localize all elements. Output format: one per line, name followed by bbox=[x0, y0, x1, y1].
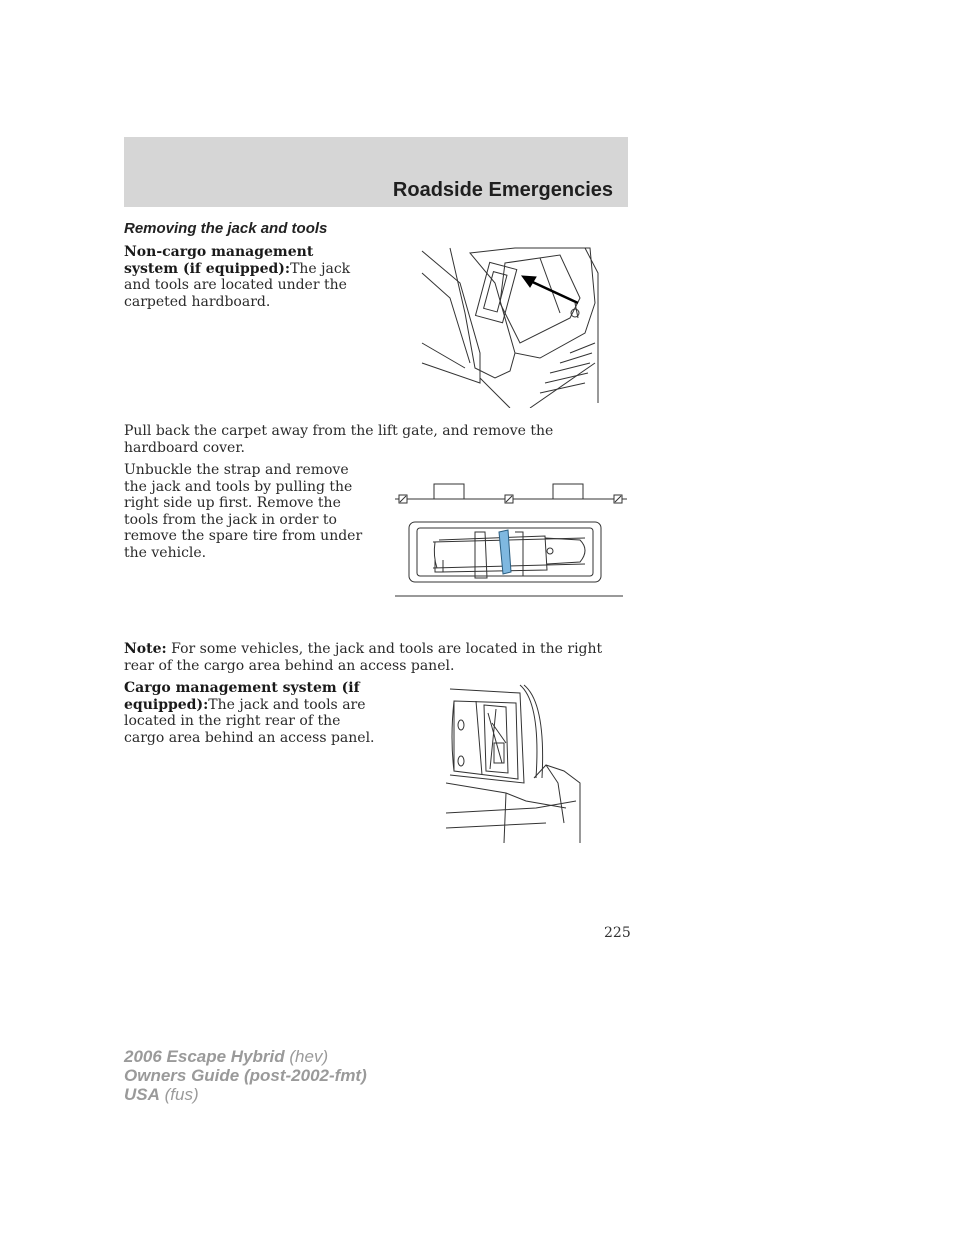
footer-market-code: (fus) bbox=[159, 1085, 199, 1104]
note-paragraph bbox=[124, 641, 624, 674]
footer-market: USA bbox=[124, 1085, 160, 1104]
page-number: 225 bbox=[604, 925, 631, 941]
paragraph-cargo-management bbox=[124, 680, 380, 746]
section-header-band bbox=[124, 137, 628, 207]
section-title: Roadside Emergencies bbox=[392, 179, 613, 201]
footer-line-2 bbox=[124, 1066, 367, 1085]
footer-doc-info bbox=[124, 1047, 367, 1104]
footer-model-code: (hev) bbox=[284, 1047, 329, 1066]
paragraph-non-cargo bbox=[124, 244, 364, 310]
footer-line-1 bbox=[124, 1047, 367, 1066]
footer-line-3 bbox=[124, 1085, 367, 1104]
figure-jack-strap bbox=[395, 480, 627, 600]
paragraph-cargo-management-text: The jack and tools are located in the right rear of the cargo area behind an access panel. bbox=[124, 696, 375, 746]
note-label: Note: bbox=[124, 641, 167, 657]
paragraph-cargo-management-bold: Cargo management system (if equipped): bbox=[124, 680, 360, 713]
paragraph-non-cargo-text: The jack and tools are located under the carpeted hardboard. bbox=[124, 260, 351, 310]
footer-model: 2006 Escape Hybrid bbox=[124, 1047, 285, 1066]
figure-right-rear-access-panel bbox=[446, 683, 586, 843]
paragraph-non-cargo-bold: Non-cargo management system (if equipped): bbox=[124, 244, 314, 277]
note-text: For some vehicles, the jack and tools are located in the right rear of the cargo area behind an access panel. bbox=[124, 641, 603, 674]
figure-cargo-floor-jack bbox=[420, 243, 600, 408]
footer-guide: Owners Guide (post-2002-fmt) bbox=[124, 1066, 367, 1085]
subheading: Removing the jack and tools bbox=[124, 220, 328, 237]
paragraph-unbuckle-strap: Unbuckle the strap and remove the jack and tools by pulling the right side up first. Remove the tools from the jack in order to remove the spare tire from under the vehicle. bbox=[124, 462, 363, 561]
paragraph-pull-back-carpet: Pull back the carpet away from the lift gate, and remove the hardboard cover. bbox=[124, 423, 554, 456]
